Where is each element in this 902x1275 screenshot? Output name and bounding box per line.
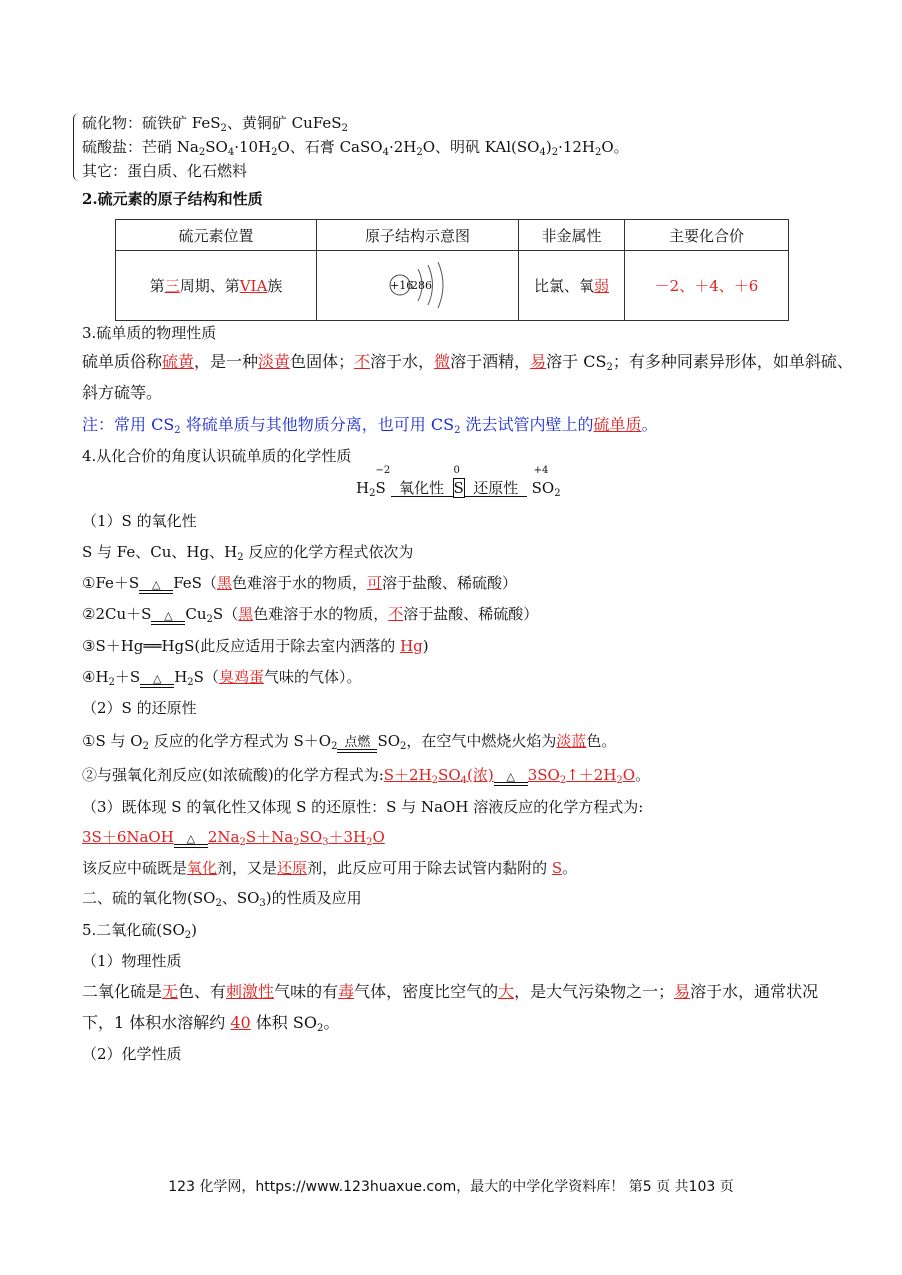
reaction-h2so4: ②与强氧化剂反应(如浓硫酸)的化学方程式为$:S+2H_2SO_4$(浓) △ $3SO_2↑+2H_2O$。 bbox=[82, 766, 651, 786]
reaction-intro: S 与 Fe、Cu、Hg、$H_2$ 反应的化学方程式依次为 bbox=[82, 543, 414, 563]
so2-physical-line-1: 二氧化硫是无色、有刺激性气味的有毒气体，密度比空气的大，是大气污染物之一；易溶于水，通常状况 bbox=[82, 982, 819, 1001]
header-nonmetal: 非金属性 bbox=[519, 220, 625, 251]
table-header-row bbox=[116, 220, 789, 251]
header-structure: 原子结构示意图 bbox=[317, 220, 519, 251]
oxidizing-heading: （1）S 的氧化性 bbox=[82, 512, 197, 530]
cell-atom-diagram bbox=[317, 251, 519, 321]
valence-diagram: $H_2$ −2 S 氧化性 0 S 还原性 +4 $SO_2$ bbox=[356, 465, 561, 499]
reducing-heading: （2）S 的还原性 bbox=[82, 699, 197, 717]
reaction-h2: $④H_2+S$ △ $H_2S$（臭鸡蛋气味的气体）。 bbox=[82, 668, 362, 688]
atom-structure-diagram bbox=[378, 259, 458, 309]
so2-chemical-heading: （2）化学性质 bbox=[82, 1045, 182, 1063]
header-valence: 主要化合价 bbox=[625, 220, 789, 251]
physical-prop-line-2: 斜方硫等。 bbox=[82, 383, 163, 402]
dual-role-heading: （3）既体现 S 的氧化性又体现 S 的还原性：S 与 NaOH 溶液反应的化学方程式为: bbox=[82, 798, 644, 816]
sulfur-properties-table bbox=[115, 219, 789, 321]
section-2-title: 2.硫元素的原子结构和性质 bbox=[82, 190, 263, 208]
reaction-naoh: 3S＋6NaOH △ $2Na_2S+Na_2SO_3+3H_2O$ bbox=[82, 828, 385, 848]
sulfide-line: 硫化物：硫铁矿 FeS$_2$、黄铜矿 CuFeS$_2$ bbox=[82, 114, 348, 134]
atom-nucleus-label: +16 bbox=[389, 278, 413, 292]
so2-physical-heading: （1）物理性质 bbox=[82, 952, 182, 970]
so2-physical-line-2: 下，1 体积水溶解约 40 体积 $SO_2$。 bbox=[82, 1013, 340, 1034]
reaction-hg: ③S＋Hg══HgS(此反应适用于除去室内洒落的 Hg) bbox=[82, 637, 429, 655]
reaction-comment: 该反应中硫既是氧化剂，又是还原剂，此反应可用于除去试管内黏附的 S。 bbox=[82, 859, 578, 877]
reaction-cu: ②2Cu＋S △ $Cu_2S$（黑色难溶于水的物质，不溶于盐酸、稀硫酸） bbox=[82, 605, 539, 625]
part-2-title: 二、硫的氧化物($SO_2$、$SO_3$)的性质及应用 bbox=[82, 889, 362, 909]
atom-shell-counts: 286 bbox=[410, 278, 432, 292]
section-3-title: 3.硫单质的物理性质 bbox=[82, 324, 217, 342]
section-4-title: 4.从化合价的角度认识硫单质的化学性质 bbox=[82, 447, 352, 465]
cell-valence: －2、＋4、＋6 bbox=[625, 251, 789, 321]
table-row bbox=[116, 251, 789, 321]
physical-prop-line-1: 硫单质俗称硫黄，是一种淡黄色固体；不溶于水，微溶于酒精，易溶于 $CS_2$；有多种同素异形体，如单斜硫、 bbox=[82, 352, 853, 373]
left-brace bbox=[73, 113, 82, 181]
reaction-o2: ①S 与 $O_2$ 反应的化学方程式为 $S+O_2$ 点燃 $SO_2$，在空气中燃烧火焰为淡蓝色。 bbox=[82, 732, 617, 752]
cell-nonmetal: 比氯、氧弱 bbox=[519, 251, 625, 321]
reaction-fe: ①Fe＋S △ FeS（黑色难溶于水的物质，可溶于盐酸、稀硫酸） bbox=[82, 574, 518, 592]
other-line: 其它：蛋白质、化石燃料 bbox=[82, 162, 248, 180]
header-position: 硫元素位置 bbox=[116, 220, 317, 251]
reduction-arrow: 还原性 bbox=[465, 480, 527, 497]
oxidation-arrow: 氧化性 bbox=[391, 480, 453, 497]
page-footer: 123 化学网，https://www.123huaxue.com，最大的中学化学资料库！ 第5 页 共103 页 bbox=[168, 1179, 734, 1195]
section-5-title: 5.二氧化硫$(SO_2)$ bbox=[82, 921, 197, 941]
sulfate-line: 硫酸盐：芒硝 $Na_2SO_4\cdot 10H_2O$、石膏 $CaSO_4\cdot 2H_2O$、明矾 $KAl(SO_4)_2\cdot 12H_2O$。 bbox=[82, 138, 629, 158]
cell-position: 第三周期、第VIA族 bbox=[116, 251, 317, 321]
note-line: 注：常用 $CS_2$ 将硫单质与其他物质分离，也可用 $CS_2$ 洗去试管内壁上的硫单质。 bbox=[82, 415, 658, 436]
